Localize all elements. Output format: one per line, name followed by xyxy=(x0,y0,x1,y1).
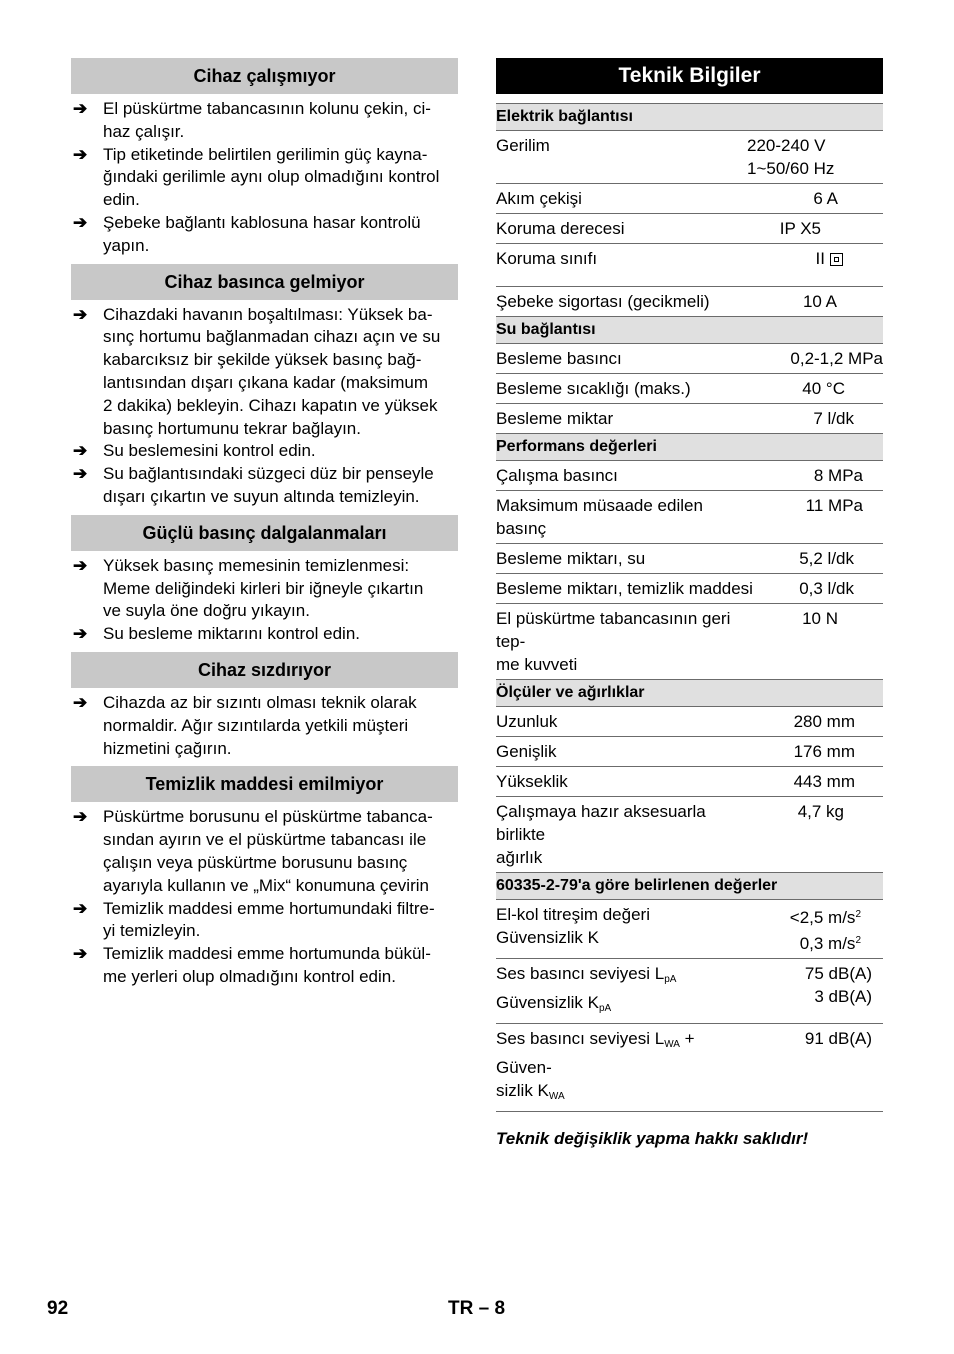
list-item xyxy=(71,212,458,258)
list-item xyxy=(71,144,458,212)
sound-power-label xyxy=(496,1027,755,1079)
vibration-value: <2,5 m/s xyxy=(789,908,856,927)
weight-label-line: ağırlık xyxy=(496,848,543,867)
sound-power-label-cont xyxy=(496,1079,755,1108)
table-row-max-pressure xyxy=(496,490,883,543)
supply-pressure-value: 0,2-1,2 MPa xyxy=(790,349,883,368)
page-number: 92 xyxy=(47,1298,69,1319)
group-electric: Elektrik bağlantısı xyxy=(496,103,883,130)
width-value: 176 mm xyxy=(793,742,855,761)
row-value xyxy=(763,577,883,600)
list-item-line: yapın. xyxy=(103,235,150,255)
technical-change-note: Teknik değişiklik yapma hakkı saklıdır! xyxy=(496,1129,809,1148)
list-item-line: normaldir. Ağır sızıntılarda yetkili müşteri xyxy=(103,715,409,735)
row-value xyxy=(763,347,883,370)
instruction-list xyxy=(71,802,458,994)
list-item-line: El püskürtme tabancasının kolunu çekin, ci- xyxy=(103,99,431,118)
list-item-line: Temizlik maddesi emme hortumunda bükül- xyxy=(103,944,431,964)
arrow-right-icon: ➔ xyxy=(73,144,88,164)
row-value xyxy=(763,407,883,430)
vibration-uncertainty-label: Güvensizlik K xyxy=(496,928,599,947)
arrow-right-icon: ➔ xyxy=(73,464,88,484)
list-item-line: ğındaki gerilimle aynı olup olmadığını kontrol xyxy=(103,167,440,187)
list-item xyxy=(71,692,458,760)
row-label: Besleme miktarı, su xyxy=(496,549,646,568)
table-row-supply-temp xyxy=(496,373,883,403)
row-label: Maksimum müsaade edilen basınç xyxy=(496,496,703,538)
supply-temp-value: 40 °C xyxy=(802,379,845,398)
row-value xyxy=(763,710,883,733)
row-value xyxy=(763,1027,883,1108)
swl-label-text: sizlik K xyxy=(496,1081,549,1100)
working-pressure-value: 8 MPa xyxy=(813,466,863,485)
list-item-line: Meme deliğindeki kirleri bir iğneyle çıkartın xyxy=(103,578,424,598)
weight-value: 4,7 kg xyxy=(797,802,844,821)
row-label: Uzunluk xyxy=(496,712,558,731)
group-water: Su bağlantısı xyxy=(496,316,883,343)
list-item-line: sınç hortumu bağlanmadan cihazı açın ve su xyxy=(103,327,441,347)
technical-data-title: Teknik Bilgiler xyxy=(496,58,883,94)
list-item-line: hizmetini çağırın. xyxy=(103,738,232,758)
list-item xyxy=(71,555,458,623)
list-item-line: Cihazda az bir sızıntı olması teknik olarak xyxy=(103,692,417,712)
arrow-right-icon: ➔ xyxy=(73,944,88,964)
row-label xyxy=(496,962,763,1020)
table-row-supply-amount xyxy=(496,403,883,433)
list-item xyxy=(71,898,458,944)
list-item-line: Su bağlantısındaki süzgeci düz bir penseyle xyxy=(103,464,434,484)
table-row-weight xyxy=(496,796,883,872)
arrow-right-icon: ➔ xyxy=(73,304,88,324)
table-row-height xyxy=(496,766,883,796)
protection-class-ii-icon xyxy=(830,253,843,266)
subscript: WA xyxy=(664,1039,680,1050)
troubleshooting-column xyxy=(71,58,458,995)
list-item-line: sından ayırın ve el püskürtme tabancası ile xyxy=(103,830,427,850)
row-value xyxy=(763,494,883,540)
section-code: TR – 8 xyxy=(448,1298,506,1319)
row-value xyxy=(763,903,883,955)
group-performance: Performans değerleri xyxy=(496,433,883,460)
instruction-list xyxy=(71,688,458,766)
list-item-line: Tip etiketinde belirtilen gerilimin güç kayna- xyxy=(103,144,428,164)
list-item xyxy=(71,304,458,441)
length-value: 280 mm xyxy=(793,712,855,731)
recoil-label-line: El püskürtme tabancasının geri tep- xyxy=(496,609,731,651)
protection-degree-value: IP X5 xyxy=(779,219,821,238)
table-row-width xyxy=(496,736,883,766)
max-pressure-value: 11 MPa xyxy=(805,496,863,515)
arrow-right-icon: ➔ xyxy=(73,555,88,575)
table-row-supply-pressure xyxy=(496,343,883,373)
height-value: 443 mm xyxy=(793,772,855,791)
arrow-right-icon: ➔ xyxy=(73,212,88,232)
group-dimensions: Ölçüler ve ağırlıklar xyxy=(496,679,883,706)
sound-pressure-uncertainty-label xyxy=(496,991,755,1020)
row-value xyxy=(763,187,883,210)
vibration-label: El-kol titreşim değeri xyxy=(496,905,650,924)
arrow-right-icon: ➔ xyxy=(73,898,88,918)
list-item-line: Şebeke bağlantı kablosuna hasar kontrolü xyxy=(103,212,421,232)
table-row-protection-degree xyxy=(496,213,883,243)
row-value xyxy=(763,377,883,400)
row-label xyxy=(496,800,763,869)
arrow-right-icon: ➔ xyxy=(73,99,88,118)
instruction-list xyxy=(71,551,458,652)
list-item-line: kabarcıksız bir şekilde yüksek basınç bağ- xyxy=(103,350,422,370)
list-item xyxy=(71,463,458,509)
table-row-length xyxy=(496,706,883,736)
list-item-line: dışarı çıkartın ve suyun altında temizleyin. xyxy=(103,486,420,506)
flow-detergent-value: 0,3 l/dk xyxy=(799,579,854,598)
row-value xyxy=(763,607,883,676)
spl-label-text: Ses basıncı seviyesi L xyxy=(496,964,665,983)
flow-water-value: 5,2 l/dk xyxy=(799,549,854,568)
table-row-flow-detergent xyxy=(496,573,883,603)
list-item-line: ve suyla öne doğru yıkayın. xyxy=(103,601,310,621)
group-norm-values: 60335-2-79'a göre belirlenen değerler xyxy=(496,872,883,899)
swl-label-text: Ses basıncı seviyesi L xyxy=(496,1029,665,1048)
voltage-value: 220-240 V xyxy=(747,136,826,155)
supply-amount-value: 7 l/dk xyxy=(813,409,854,428)
superscript: 2 xyxy=(855,935,861,946)
row-label xyxy=(496,903,763,955)
subscript: pA xyxy=(598,1003,612,1014)
section-heading: Temizlik maddesi emilmiyor xyxy=(71,766,458,802)
row-label xyxy=(496,607,763,676)
list-item xyxy=(71,943,458,989)
row-value xyxy=(747,134,883,180)
row-value xyxy=(763,770,883,793)
row-value xyxy=(763,547,883,570)
table-row-sound-power xyxy=(496,1023,883,1111)
table-divider xyxy=(496,1111,883,1112)
list-item-line: me yerleri olup olmadığını kontrol edin. xyxy=(103,966,396,986)
row-label: Genişlik xyxy=(496,742,557,761)
arrow-right-icon: ➔ xyxy=(73,441,88,461)
row-label: Şebeke sigortası (gecikmeli) xyxy=(496,292,710,311)
row-label xyxy=(496,1027,763,1108)
vibration-uncertainty-value: 0,3 m/s xyxy=(799,934,856,953)
table-row-protection-class xyxy=(496,243,883,286)
row-label: Koruma derecesi xyxy=(496,219,625,238)
list-item-line: lantısından dışarı çıkana kadar (maksimum xyxy=(103,372,429,392)
fuse-value: 10 A xyxy=(802,292,837,311)
swl-label-text: + Güven- xyxy=(496,1029,695,1077)
row-value xyxy=(763,962,883,1020)
arrow-right-icon: ➔ xyxy=(73,807,88,827)
list-item-line: Temizlik maddesi emme hortumundaki filtre- xyxy=(103,898,435,918)
subscript: pA xyxy=(664,974,677,985)
row-value xyxy=(763,290,883,313)
table-row-current xyxy=(496,183,883,213)
recoil-label-line: me kuvveti xyxy=(496,655,578,674)
list-item-line: edin. xyxy=(103,190,140,210)
row-label: Koruma sınıfı xyxy=(496,249,598,268)
row-label: Akım çekişi xyxy=(496,189,582,208)
section-heading: Güçlü basınç dalgalanmaları xyxy=(71,515,458,551)
spl-unc-label-text: Güvensizlik K xyxy=(496,993,599,1012)
arrow-right-icon: ➔ xyxy=(73,692,88,712)
superscript: 2 xyxy=(855,909,861,920)
list-item xyxy=(71,98,458,144)
list-item-line: Cihazdaki havanın boşaltılması: Yüksek ba- xyxy=(103,304,433,324)
row-value xyxy=(763,800,883,869)
table-row-sound-pressure xyxy=(496,958,883,1023)
list-item-line: Yüksek basınç memesinin temizlenmesi: xyxy=(103,555,410,575)
swl-value: 91 dB(A) xyxy=(804,1029,872,1048)
sound-pressure-label xyxy=(496,962,755,991)
instruction-list xyxy=(71,94,458,264)
table-row-voltage xyxy=(496,130,883,183)
list-item-line: Püskürtme borusunu el püskürtme tabanca- xyxy=(103,807,433,827)
list-item-line: çalışın veya püskürtme borusunu basınç xyxy=(103,852,408,872)
recoil-value: 10 N xyxy=(802,609,838,628)
technical-data-column xyxy=(496,58,883,1149)
row-value xyxy=(763,217,883,240)
list-item-line: basınç hortumunu tekrar bağlayın. xyxy=(103,418,361,438)
list-item-line: 2 dakika) bekleyin. Cihazı kapatın ve yüksek xyxy=(103,395,438,415)
spl-uncertainty-value: 3 dB(A) xyxy=(814,987,872,1006)
weight-label-line: Çalışmaya hazır aksesuarla birlikte xyxy=(496,802,706,844)
protection-class-value: II xyxy=(815,249,825,268)
section-heading: Cihaz çalışmıyor xyxy=(71,58,458,94)
subscript: WA xyxy=(548,1091,565,1102)
row-label: Besleme sıcaklığı (maks.) xyxy=(496,379,691,398)
row-value xyxy=(763,464,883,487)
list-item-line: Su beslemesini kontrol edin. xyxy=(103,441,316,461)
list-item-line: ayarıyla kullanın ve „Mix“ konumuna çevirin xyxy=(103,875,429,895)
list-item-line: Su besleme miktarını kontrol edin. xyxy=(103,624,361,644)
row-label: Besleme miktar xyxy=(496,409,614,428)
list-item-line: haz çalışır. xyxy=(103,121,185,141)
row-label: Besleme basıncı xyxy=(496,349,622,368)
row-label: Yükseklik xyxy=(496,772,568,791)
table-row-working-pressure xyxy=(496,460,883,490)
list-item-line: yi temizleyin. xyxy=(103,921,201,941)
list-item xyxy=(71,440,458,463)
arrow-right-icon: ➔ xyxy=(73,624,88,644)
row-label: Çalışma basıncı xyxy=(496,466,618,485)
row-value xyxy=(763,247,883,283)
table-row-fuse xyxy=(496,286,883,316)
instruction-list xyxy=(71,300,458,515)
table-row-vibration xyxy=(496,899,883,958)
section-heading: Cihaz basınca gelmiyor xyxy=(71,264,458,300)
row-label: Besleme miktarı, temizlik maddesi xyxy=(496,579,753,598)
row-value xyxy=(763,740,883,763)
row-label: Gerilim xyxy=(496,136,550,155)
section-heading: Cihaz sızdırıyor xyxy=(71,652,458,688)
table-row-recoil xyxy=(496,603,883,679)
list-item xyxy=(71,806,458,897)
list-item xyxy=(71,623,458,646)
spl-value: 75 dB(A) xyxy=(804,964,872,983)
frequency-value: 1~50/60 Hz xyxy=(747,159,835,178)
table-row-flow-water xyxy=(496,543,883,573)
current-value: 6 A xyxy=(813,189,838,208)
